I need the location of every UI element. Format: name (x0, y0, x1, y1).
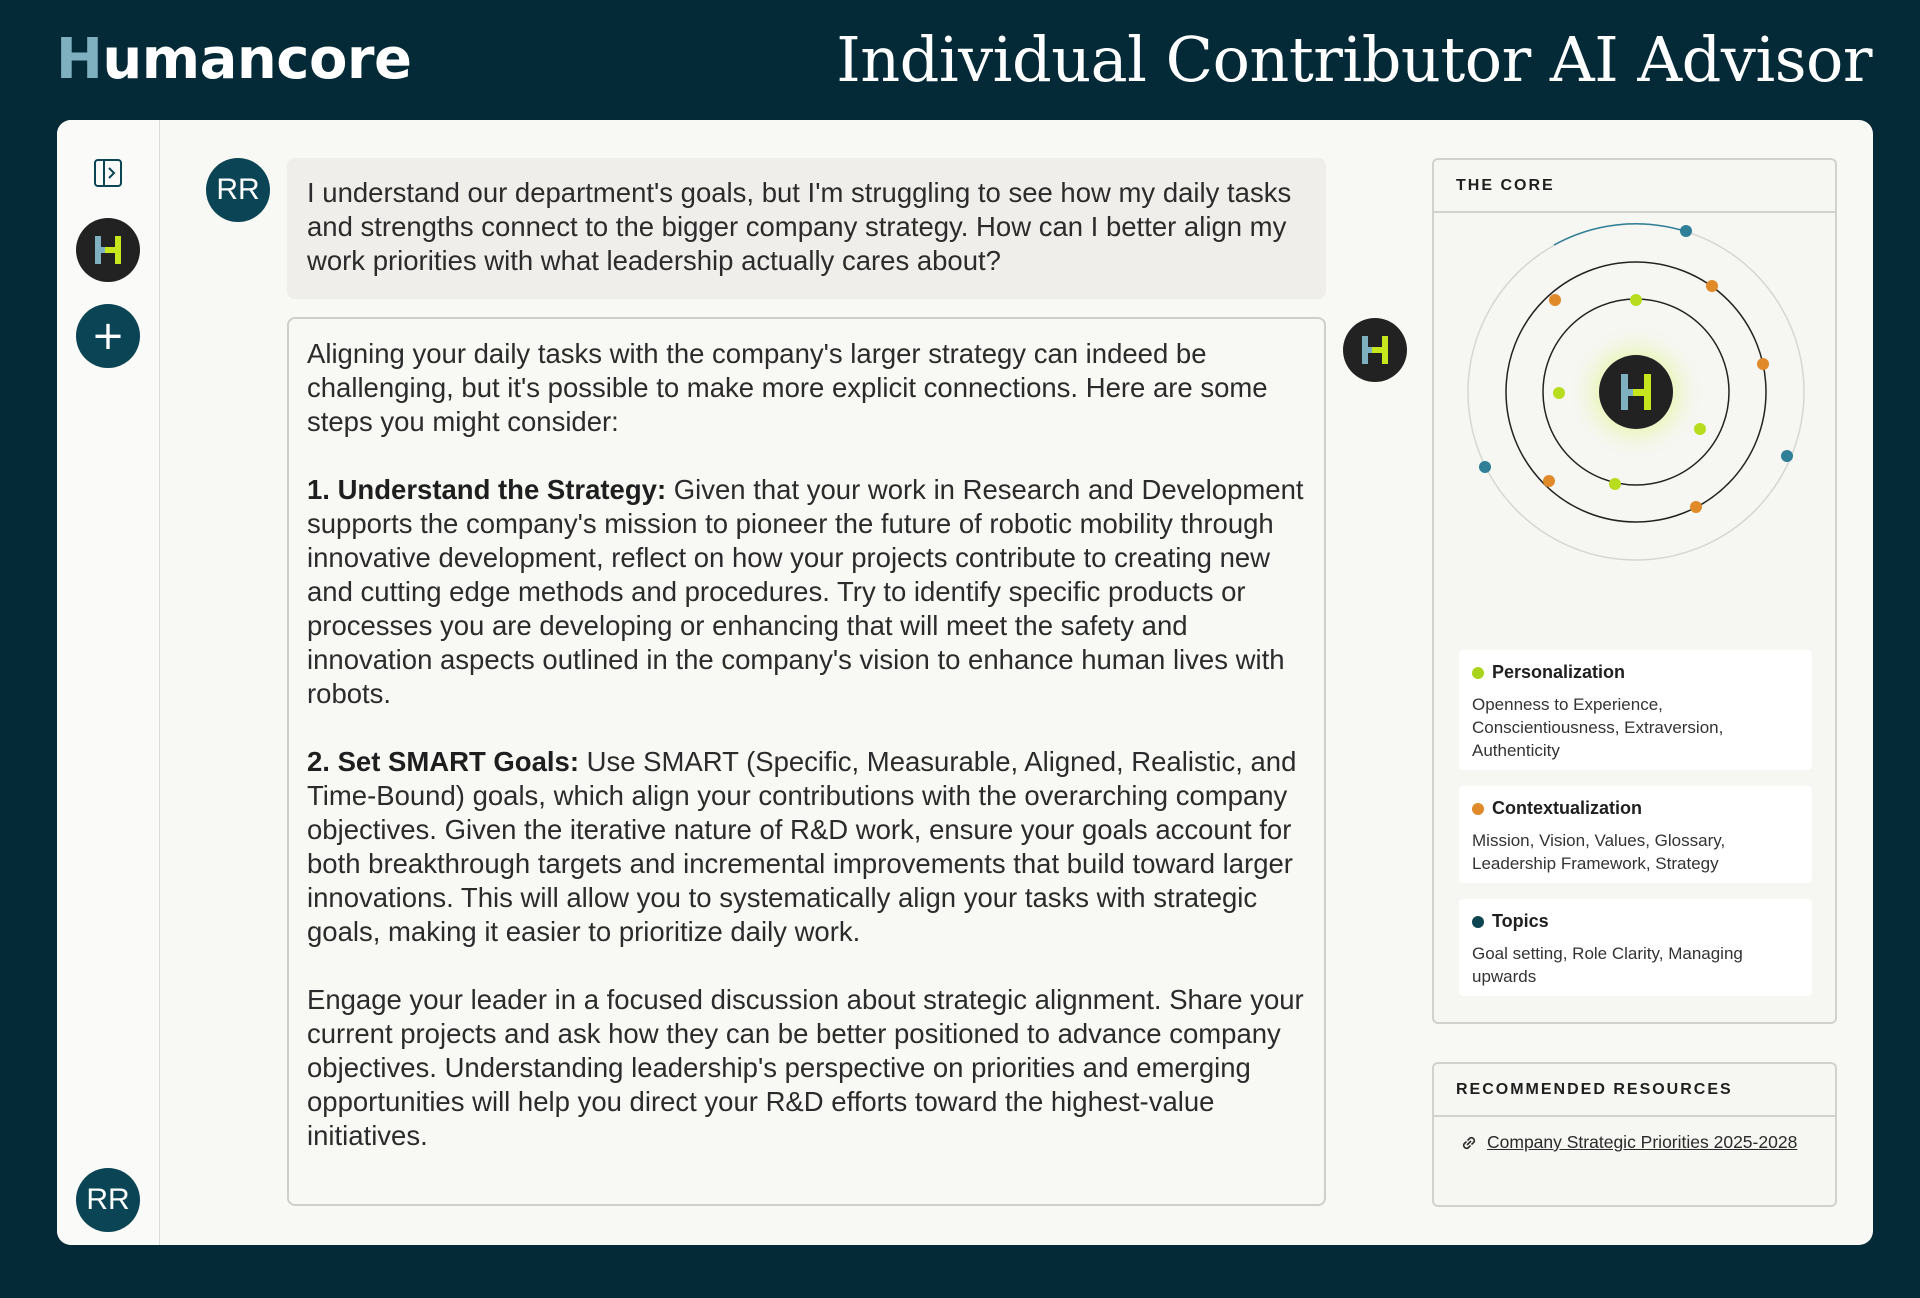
legend-title: Topics (1492, 911, 1549, 931)
topics-dot-icon (1472, 916, 1484, 928)
sidebar-toggle-icon (93, 158, 123, 188)
ai-step (307, 473, 1306, 711)
h-logo-icon (1360, 334, 1390, 366)
personalization-dot-icon (1472, 667, 1484, 679)
ai-step-body: Given that your work in Research and Development supports the company's mission to pioneer the future of robotic mobility through innovative development, reflect on how your projects contribute to creating new and cutting edge methods and procedures. Try to identify specific products or processes you are developing or enhancing that will meet the safety and innovation aspects outlined in the company's vision to enhance human lives with robots. (307, 474, 1304, 709)
legend-personalization (1459, 650, 1812, 770)
sidebar-toggle-button[interactable] (92, 157, 124, 189)
logo-text: umancore (102, 27, 412, 92)
link-icon (1459, 1133, 1479, 1153)
legend-contextualization (1459, 786, 1812, 883)
new-chat-button[interactable] (76, 304, 140, 368)
core-heading: THE CORE (1434, 160, 1835, 213)
ai-step (307, 745, 1306, 949)
app-title: Individual Contributor AI Advisor (836, 23, 1872, 96)
ai-step-title: 2. Set SMART Goals: (307, 746, 579, 777)
ai-closing: Engage your leader in a focused discussion about strategic alignment. Share your current projects and ask how they can be better positioned to advance company objectives. Understanding leadership's perspective on priorities and emerging opportunities will help you direct your R&D efforts toward the highest-value initiatives. (307, 984, 1304, 1151)
logo-mark: H (56, 27, 103, 92)
ai-message (287, 317, 1326, 1206)
legend-title: Personalization (1492, 662, 1626, 682)
resource-link-label[interactable]: Company Strategic Priorities 2025-2028 (1487, 1132, 1798, 1152)
ai-avatar (1343, 318, 1407, 382)
legend-topics (1459, 899, 1812, 996)
legend-desc: Goal setting, Role Clarity, Managing upwards (1472, 944, 1743, 986)
advisor-logo-button[interactable] (76, 218, 140, 282)
h-logo-icon (93, 234, 123, 266)
main-panel (57, 120, 1873, 1245)
contextualization-dot-icon (1472, 803, 1484, 815)
sidebar (57, 120, 160, 1245)
legend-desc: Mission, Vision, Values, Glossary, Leadership Framework, Strategy (1472, 831, 1726, 873)
resources-heading: RECOMMENDED RESOURCES (1434, 1064, 1835, 1117)
plus-icon: + (91, 313, 125, 359)
resources-card (1432, 1062, 1837, 1207)
legend-title: Contextualization (1492, 798, 1643, 818)
ai-intro: Aligning your daily tasks with the company's larger strategy can indeed be challenging, but it's possible to make more explicit connections. Here are some steps you might consider: (307, 338, 1268, 437)
core-orbit-diagram (1464, 220, 1809, 565)
legend-desc: Openness to Experience, Conscientiousness, Extraversion, Authenticity (1472, 695, 1724, 760)
ai-step-body: Use SMART (Specific, Measurable, Aligned, Realistic, and Time-Bound) goals, which align your contributions with the overarching company objectives. Given the iterative nature of R&D work, ensure your goals account for both breakthrough targets and incremental improvements that build toward larger innovations. This will allow you to systematically align your tasks with strategic goals, making it easier to prioritize daily work. (307, 746, 1297, 947)
user-avatar: RR (206, 158, 270, 222)
ai-step-title: 1. Understand the Strategy: (307, 474, 667, 505)
humancore-logo (56, 28, 412, 92)
sidebar-user-avatar[interactable]: RR (76, 1168, 140, 1232)
user-message: I understand our department's goals, but I'm struggling to see how my daily tasks and strengths connect to the bigger company strategy. How can I better align my work priorities with what leadership actually cares about? (287, 158, 1326, 299)
resource-link[interactable] (1459, 1130, 1809, 1155)
core-card (1432, 158, 1837, 1024)
